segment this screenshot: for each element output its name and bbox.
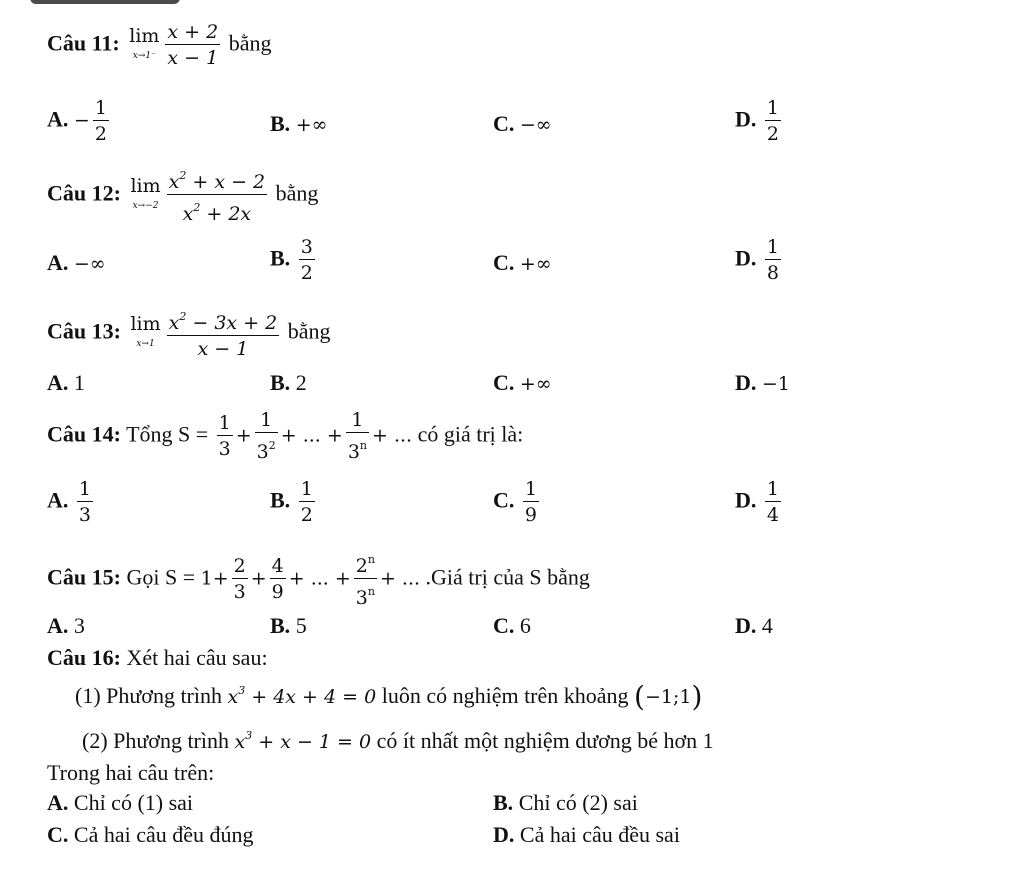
question-12 — [47, 164, 318, 227]
question-suffix: .Giá trị của S bằng — [425, 564, 590, 590]
equation-2: $x^3 + x - 1 = 0$ — [234, 729, 372, 753]
question-label: Câu 15: — [47, 564, 121, 590]
answer-b[interactable]: B. Chỉ có (2) sai — [493, 790, 638, 815]
answer-b[interactable]: B. $\frac{1}{2}$ — [270, 478, 313, 526]
answer-a[interactable]: A. − $\frac{1}{2}$ — [47, 97, 107, 145]
answer-d[interactable]: D. $\frac{1}{8}$ — [735, 236, 779, 284]
answer-a[interactable]: A. $\frac{1}{3}$ — [47, 478, 91, 526]
answer-c[interactable]: C. −∞ — [493, 111, 552, 136]
answer-d[interactable]: D. Cả hai câu đều sai — [493, 822, 680, 847]
question-16 — [47, 645, 268, 671]
sum-prefix: Gọi S = — [126, 564, 196, 590]
question-14: Câu 14: Tổng S = $\frac{1}{3}$ + $\frac{1}{3^2}$ + ... + $\frac{1}{3^n}$ + ... có giá trị là: — [47, 409, 524, 463]
answer-a[interactable]: A. −∞ — [47, 250, 106, 275]
limit-operator: lim x→1⁻ — [129, 24, 160, 61]
question-text: Xét hai câu sau: — [126, 645, 268, 670]
question-15: Câu 15: Gọi S = 1+ $\frac{2}{3}$ + $\frac{4}{9}$ + ... + $\frac{2^n}{3^n}$ + ... .Giá trị của S bằng — [47, 548, 590, 611]
question-label: Câu 11: — [47, 30, 120, 56]
question-label: Câu 13: — [47, 318, 121, 344]
limit-operator: lim x→1 — [130, 312, 161, 349]
term-1: $\frac{2}{3}$ — [233, 555, 246, 603]
question-13 — [47, 305, 331, 362]
question-suffix: bằng — [287, 318, 331, 344]
answer-c[interactable]: C. $\frac{1}{9}$ — [493, 478, 537, 526]
answer-a[interactable]: A. 3 — [47, 613, 85, 638]
answer-b[interactable]: B. 5 — [270, 613, 307, 638]
term-n: $\frac{2^n}{3^n}$ — [355, 553, 375, 609]
answer-b[interactable]: B. $\frac{3}{2}$ — [270, 236, 313, 284]
question-suffix: bằng — [275, 180, 319, 206]
answer-c[interactable]: C. Cả hai câu đều đúng — [47, 822, 254, 847]
answer-d[interactable]: D. 4 — [735, 613, 773, 638]
question-suffix: có giá trị là: — [417, 421, 524, 447]
answer-c[interactable]: C. 6 — [493, 613, 531, 638]
statement-1: (1) Phương trình $x^3 + 4x + 4 = 0$ luôn có nghiệm trên khoảng (−1;1) — [75, 680, 703, 713]
answer-a[interactable]: A. 1 — [47, 370, 85, 395]
top-scroll-bar — [30, 0, 180, 4]
equation-1: $x^3 + 4x + 4 = 0$ — [227, 684, 377, 708]
limit-fraction: $\frac{x^2 - 3x + 2}{x - 1}$ — [168, 310, 278, 360]
question-prompt: Trong hai câu trên: — [47, 760, 215, 785]
limit-operator: lim x→−2 — [130, 174, 161, 211]
limit-fraction: $\frac{x + 2}{x - 1}$ — [167, 21, 219, 69]
answer-d[interactable]: D. $\frac{1}{4}$ — [735, 478, 779, 526]
answer-c[interactable]: C. +∞ — [493, 370, 552, 395]
answer-b[interactable]: B. +∞ — [270, 111, 328, 136]
answer-b[interactable]: B. 2 — [270, 370, 307, 395]
question-suffix: bằng — [228, 30, 272, 56]
term-n: $\frac{1}{3^n}$ — [347, 409, 367, 463]
term-1: $\frac{1}{3}$ — [218, 412, 231, 460]
question-11 — [47, 20, 272, 71]
answer-c[interactable]: C. +∞ — [493, 250, 552, 275]
answer-a[interactable]: A. Chỉ có (1) sai — [47, 790, 194, 815]
answer-d[interactable]: D. −1 — [735, 370, 790, 395]
question-label: Câu 12: — [47, 180, 121, 206]
sum-prefix: Tổng S = — [126, 421, 209, 447]
question-label: Câu 16: — [47, 645, 121, 670]
limit-fraction: $\frac{x^2 + x - 2}{x^2 + 2x}$ — [168, 169, 266, 225]
term-2: $\frac{1}{3^2}$ — [256, 409, 276, 463]
statement-2: (2) Phương trình $x^3 + x - 1 = 0$ có ít nhất một nghiệm dương bé hơn 1 — [82, 728, 714, 753]
question-label: Câu 14: — [47, 421, 121, 447]
term-2: $\frac{4}{9}$ — [271, 555, 284, 603]
answer-d[interactable]: D. $\frac{1}{2}$ — [735, 97, 779, 145]
